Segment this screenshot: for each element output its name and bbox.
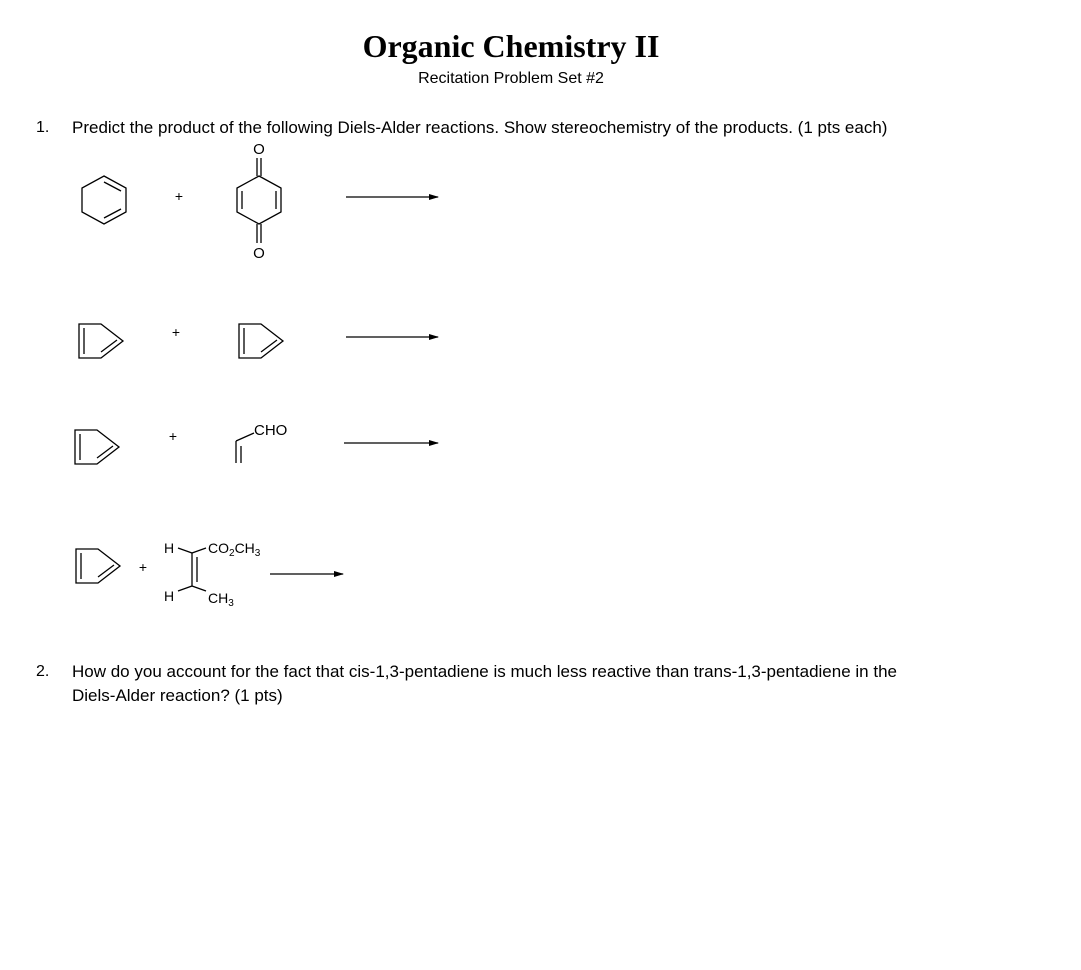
quinone-top-oxygen-label: O bbox=[253, 141, 265, 158]
cyclopentadiene-structure-4 bbox=[76, 549, 120, 583]
h-label-bottom: H bbox=[164, 588, 175, 604]
methyl-label: $CH_3$ bbox=[208, 590, 234, 609]
benzoquinone-structure bbox=[237, 158, 281, 243]
question-1-text: Predict the product of the following Diels-Alder reactions. Show stereochemistry of the products. (1 pts each) bbox=[72, 118, 888, 137]
cyclopentadiene-structure-2 bbox=[239, 324, 283, 358]
reaction-2-plus: + bbox=[171, 324, 181, 340]
question-2-number: 2. bbox=[36, 663, 50, 680]
question-1-number: 1. bbox=[36, 119, 50, 136]
reaction-1-plus: + bbox=[174, 188, 184, 204]
cyclohexadiene-structure bbox=[82, 176, 126, 224]
quinone-bottom-oxygen-label: O bbox=[253, 245, 265, 262]
crotonate-structure bbox=[178, 548, 206, 591]
cyclopentadiene-structure-1 bbox=[79, 324, 123, 358]
page-title: Organic Chemistry II bbox=[362, 28, 660, 64]
page-subtitle: Recitation Problem Set #2 bbox=[418, 70, 604, 87]
reaction-3-plus: + bbox=[168, 428, 178, 444]
cyclopentadiene-structure-3 bbox=[75, 430, 119, 464]
question-2-text-line2: Diels-Alder reaction? (1 pts) bbox=[72, 686, 283, 705]
cho-label: CHO bbox=[254, 422, 288, 439]
h-label-top: H bbox=[164, 540, 175, 556]
reaction-4-plus: + bbox=[138, 559, 148, 575]
question-2-text-line1: How do you account for the fact that cis-1,3-pentadiene is much less reactive than trans-1,3-pentadiene in the bbox=[72, 662, 897, 681]
acrolein-structure bbox=[236, 433, 254, 463]
ester-label: $CO_2CH_3$ bbox=[208, 540, 261, 559]
